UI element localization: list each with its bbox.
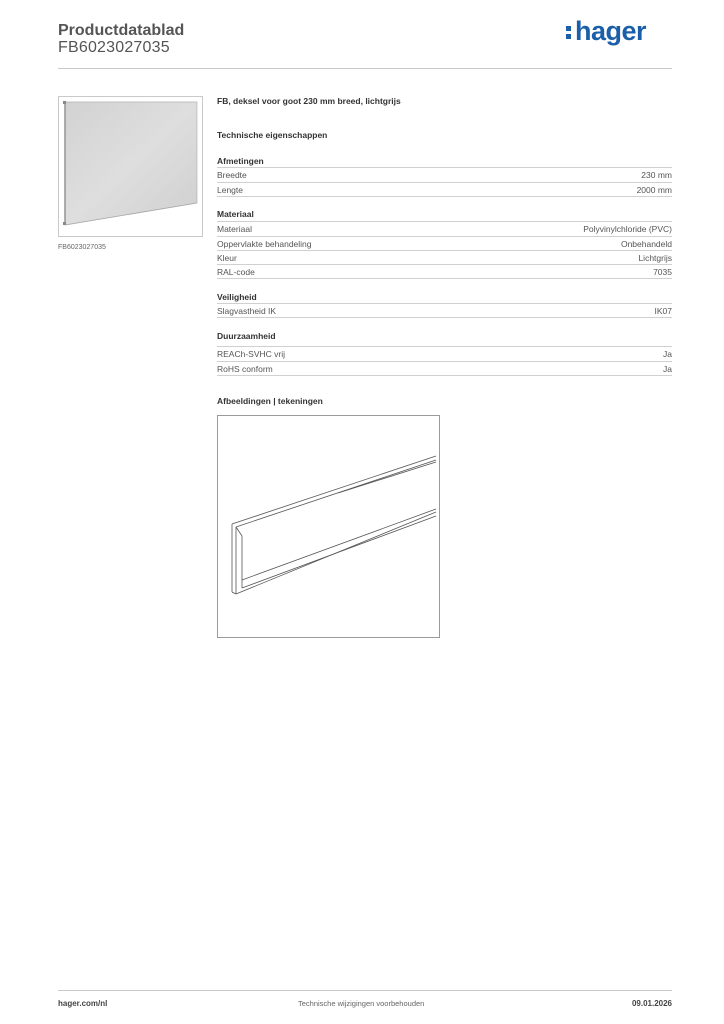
specs-heading: Technische eigenschappen [217, 130, 328, 140]
footer-notice: Technische wijzigingen voorbehouden [298, 999, 425, 1008]
spec-value: IK07 [654, 306, 672, 316]
spec-label: Kleur [217, 253, 237, 263]
spec-row [217, 182, 672, 197]
hager-logo [566, 16, 646, 47]
footer-website: hager.com/nl [58, 999, 108, 1008]
spec-label: Breedte [217, 170, 247, 180]
technical-drawing [217, 415, 440, 638]
spec-value: 2000 mm [636, 185, 672, 195]
spec-label: RAL-code [217, 267, 255, 277]
spec-label: REACh-SVHC vrij [217, 349, 286, 359]
spec-value: Polyvinylchloride (PVC) [583, 224, 672, 234]
footer-divider [58, 990, 672, 991]
spec-row [217, 361, 672, 376]
product-code: FB6023027035 [58, 39, 170, 56]
spec-value: Ja [663, 349, 672, 359]
cover-plate-image [59, 97, 202, 236]
spec-label: Oppervlakte behandeling [217, 239, 312, 249]
section-title-duurzaamheid: Duurzaamheid [217, 331, 276, 341]
spec-row [217, 250, 672, 265]
section-title-veiligheid: Veiligheid [217, 292, 257, 302]
document-title: Productdatablad [58, 22, 185, 39]
section-title-afmetingen: Afmetingen [217, 156, 264, 166]
spec-label: Slagvastheid IK [217, 306, 277, 316]
spec-row [217, 346, 672, 361]
photo-caption: FB6023027035 [58, 244, 106, 251]
spec-row [217, 303, 672, 318]
spec-label: RoHS conform [217, 364, 273, 374]
section-title-materiaal: Materiaal [217, 209, 254, 219]
spec-value: 7035 [653, 267, 672, 277]
cover-profile-drawing [218, 416, 439, 637]
spec-value: Ja [663, 364, 672, 374]
header-divider [58, 68, 672, 69]
logo-text: hager [575, 16, 647, 46]
spec-row [217, 221, 672, 236]
spec-row [217, 264, 672, 279]
spec-row [217, 236, 672, 251]
images-section-title: Afbeeldingen | tekeningen [217, 396, 323, 406]
spec-label: Materiaal [217, 224, 252, 234]
spec-value: Onbehandeld [620, 239, 672, 249]
spec-label: Lengte [217, 185, 243, 195]
product-description: FB, deksel voor goot 230 mm breed, lichtgrijs [217, 96, 401, 106]
spec-row [217, 167, 672, 182]
spec-value: 230 mm [641, 170, 672, 180]
product-photo [58, 96, 203, 237]
spec-value: Lichtgrijs [638, 253, 672, 263]
footer-date: 09.01.2026 [631, 999, 672, 1008]
logo-dots-icon [566, 23, 572, 41]
